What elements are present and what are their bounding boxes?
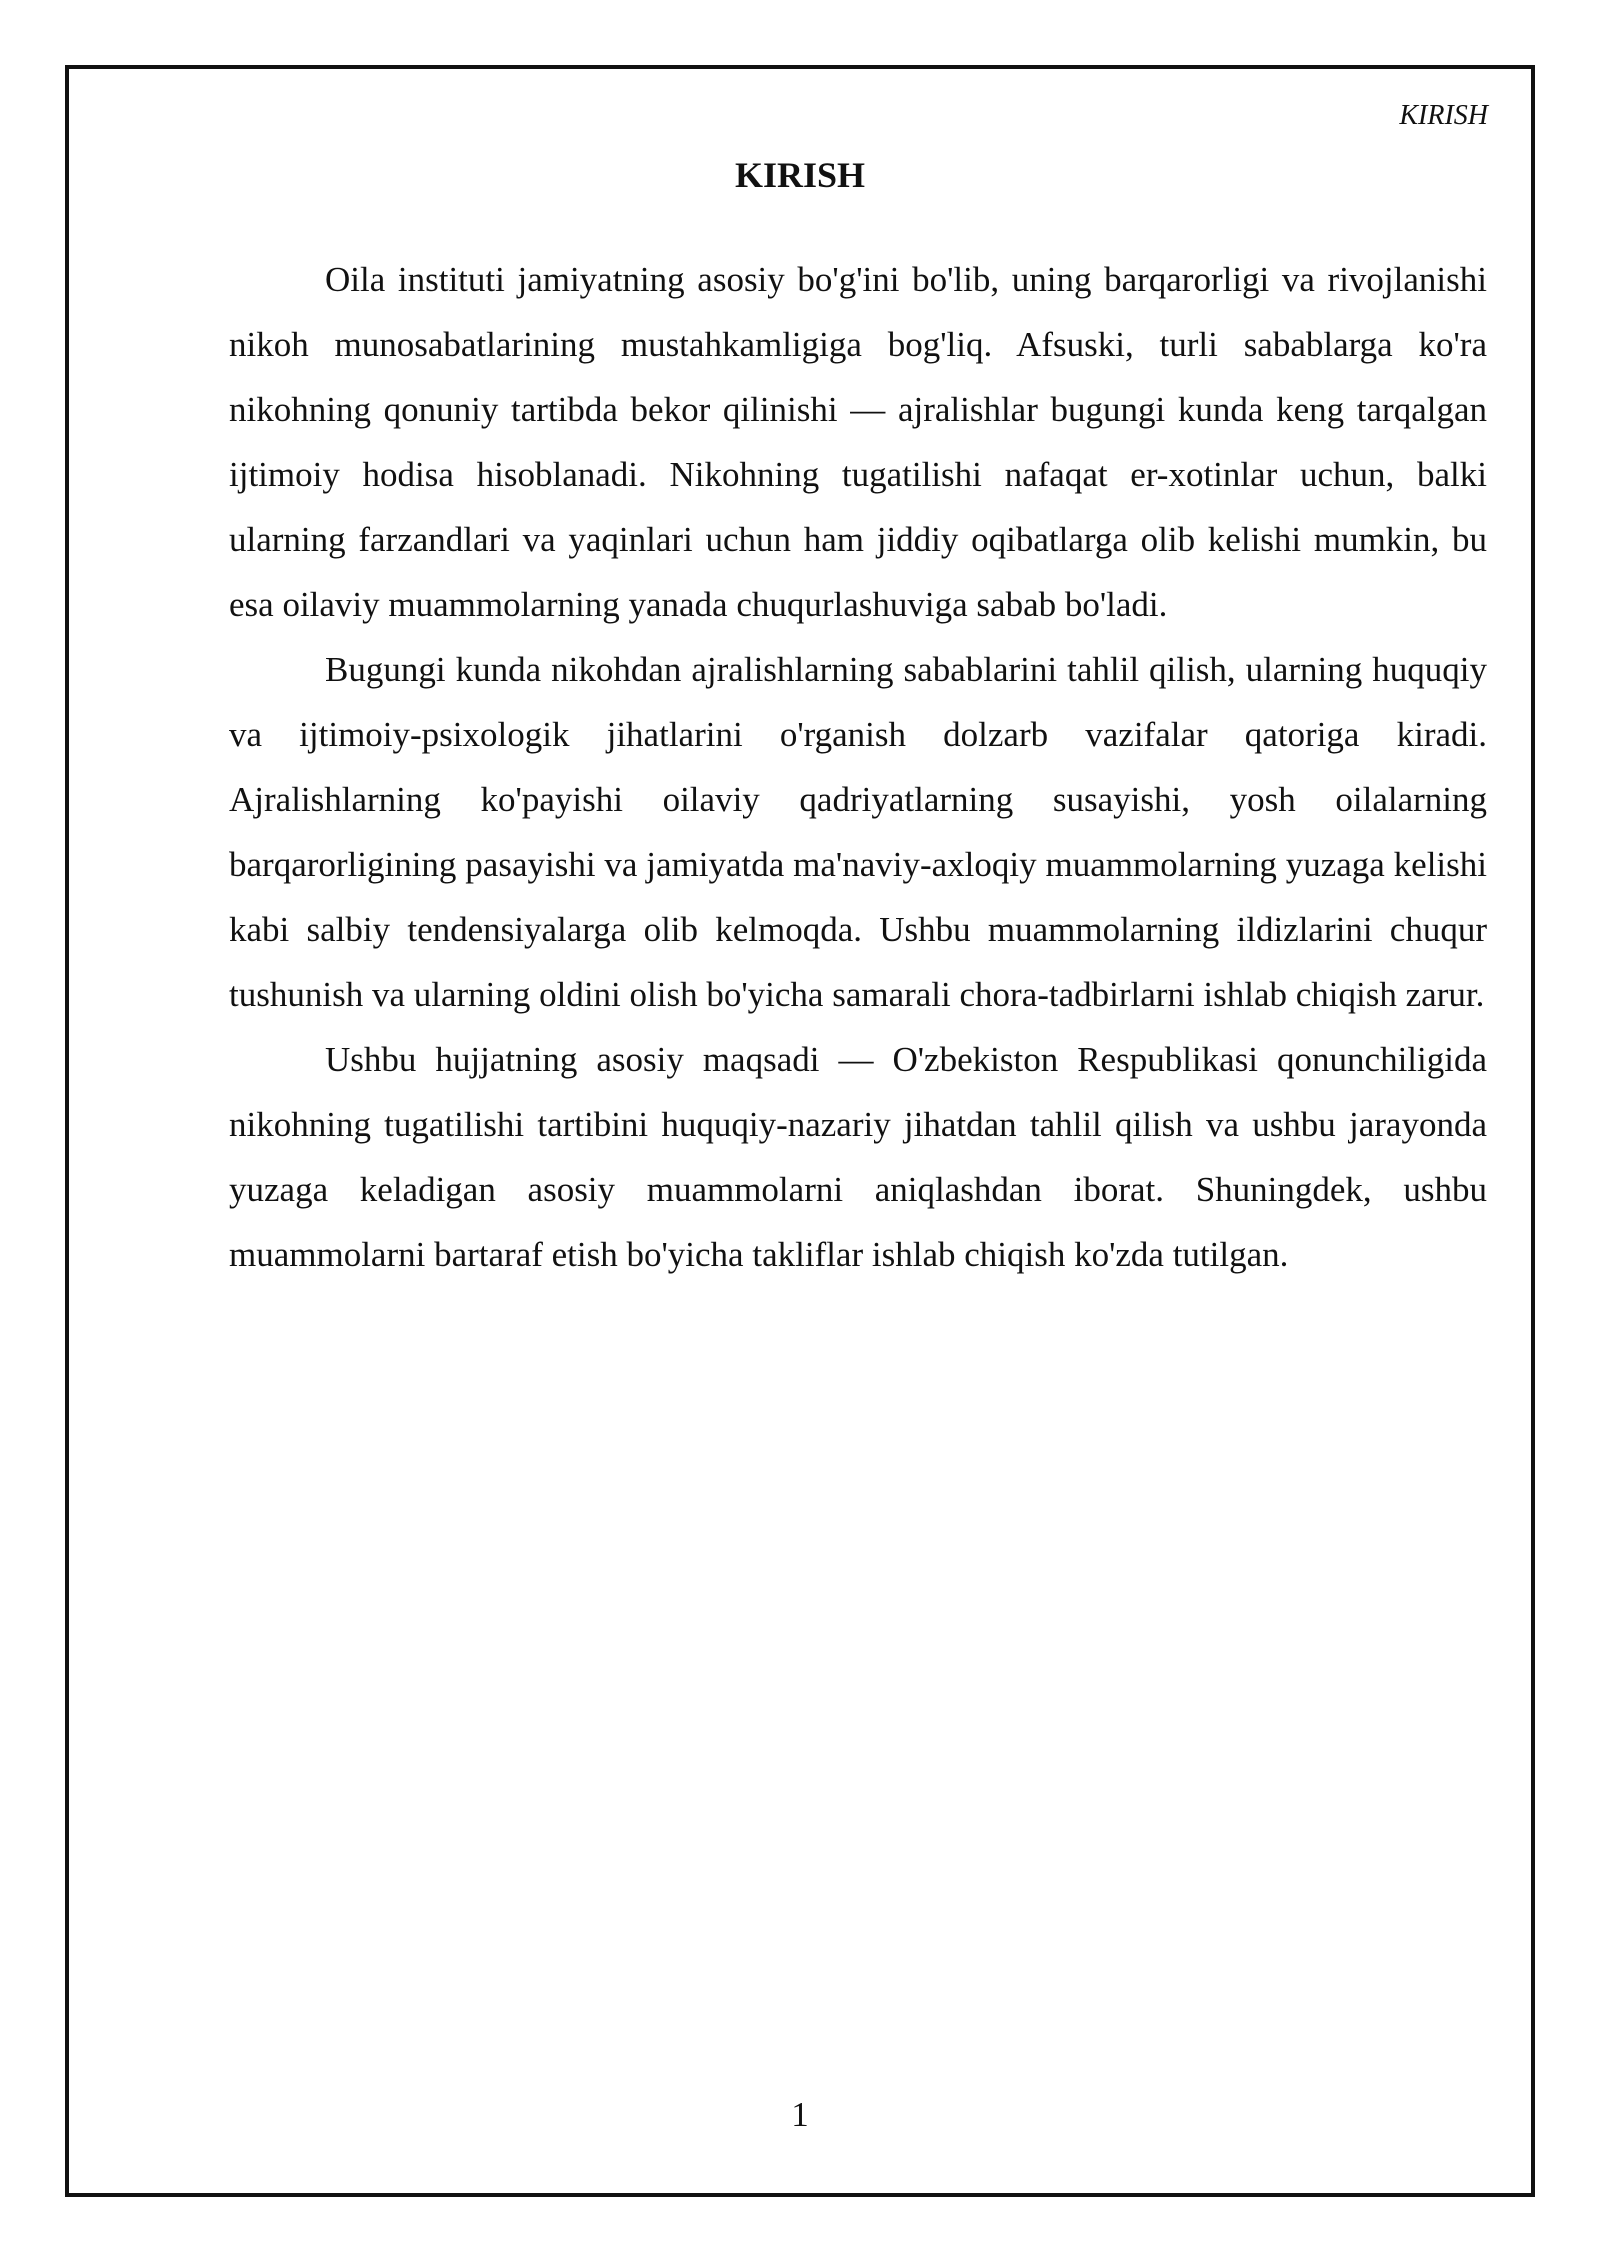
running-header: KIRISH (1399, 100, 1488, 131)
paragraph: Oila instituti jamiyatning asosiy bo'g'ini bo'lib, uning barqarorligi va rivojlanishi nikoh munosabatlarining mustahkamligiga bog'liq. Afsuski, turli sabablarga ko'ra nikohning qonuniy tartibda bekor qilinishi — ajralishlar bugungi kunda keng tarqalgan ijtimoiy hodisa hisoblanadi. Nikohning tugatilishi nafaqat er-xotinlar uchun, balki ularning farzandlari va yaqinlari uchun ham jiddiy oqibatlarga olib kelishi mumkin, bu esa oilaviy muammolarning yanada chuqurlashuviga sabab bo'ladi. (229, 260, 1487, 624)
paragraph: Bugungi kunda nikohdan ajralishlarning sabablarini tahlil qilish, ularning huquqiy va ijtimoiy-psixologik jihatlarini o'rganish dolzarb vazifalar qatoriga kiradi. Ajralishlarning ko'payishi oilaviy qadriyatlarning susayishi, yosh oilalarning barqarorligining pasayishi va jamiyatda ma'naviy-axloqiy muammolarning yuzaga kelishi kabi salbiy tendensiyalarga olib kelmoqda. Ushbu muammolarning ildizlarini chuqur tushunish va ularning oldini olish bo'yicha samarali chora-tadbirlarni ishlab chiqish zarur. (229, 650, 1487, 1014)
paragraph: Ushbu hujjatning asosiy maqsadi — O'zbekiston Respublikasi qonunchiligida nikohning tugatilishi tartibini huquqiy-nazariy jihatdan tahlil qilish va ushbu jarayonda yuzaga keladigan asosiy muammolarni aniqlashdan iborat. Shuningdek, ushbu muammolarni bartaraf etish bo'yicha takliflar ishlab chiqish ko'zda tutilgan. (229, 1040, 1487, 1274)
page-title: KIRISH (734, 155, 866, 195)
page-number: 1 (791, 2095, 809, 2134)
document-body (229, 247, 1487, 1287)
